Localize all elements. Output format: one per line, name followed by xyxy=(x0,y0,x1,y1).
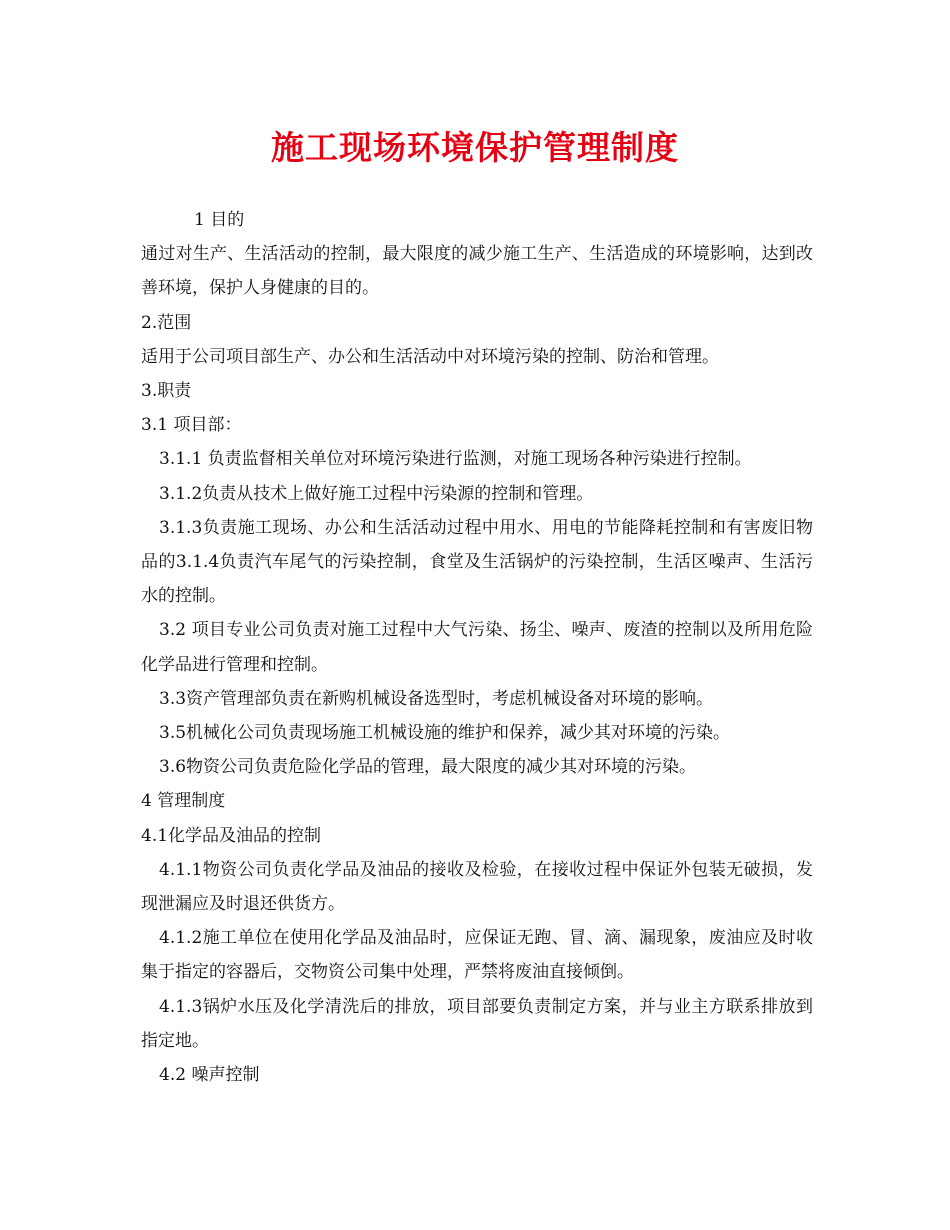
paragraph-3-2: 3.2 项目专业公司负责对施工过程中大气污染、扬尘、噪声、废渣的控制以及所用危险化学品进行管理和控制。 xyxy=(141,620,813,675)
subsection-heading-noise: 4.2 噪声控制 xyxy=(159,1065,260,1086)
paragraph-3-1-2: 3.1.2负责从技术上做好施工过程中污染源的控制和管理。 xyxy=(159,483,594,504)
document-title: 施工现场环境保护管理制度 xyxy=(271,128,679,167)
paragraph-3-5: 3.5机械化公司负责现场施工机械设施的维护和保养，减少其对环境的污染。 xyxy=(159,723,731,744)
paragraph-3-1-1: 3.1.1 负责监督相关单位对环境污染进行监测，对施工现场各种污染进行控制。 xyxy=(159,449,752,470)
paragraph-3-6: 3.6物资公司负责危险化学品的管理，最大限度的减少其对环境的污染。 xyxy=(159,757,697,778)
subsection-heading-project-dept: 3.1 项目部： xyxy=(141,415,242,436)
document-body xyxy=(141,203,813,1092)
section-heading-management: 4 管理制度 xyxy=(141,791,226,812)
paragraph-purpose: 通过对生产、生活活动的控制，最大限度的减少施工生产、生活造成的环境影响，达到改善环境，保护人身健康的目的。 xyxy=(141,244,813,299)
paragraph-3-3: 3.3资产管理部负责在新购机械设备选型时，考虑机械设备对环境的影响。 xyxy=(159,688,714,709)
paragraph-4-1-3: 4.1.3锅炉水压及化学清洗后的排放，项目部要负责制定方案，并与业主方联系排放到指定地。 xyxy=(141,996,813,1051)
subsection-heading-chemicals: 4.1化学品及油品的控制 xyxy=(141,825,322,846)
section-heading-purpose: 1 目的 xyxy=(194,210,245,230)
paragraph-3-1-3: 3.1.3负责施工现场、办公和生活活动过程中用水、用电的节能降耗控制和有害废旧物品的3.1.4负责汽车尾气的污染控制，食堂及生活锅炉的污染控制，生活区噪声、生活污水的控制。 xyxy=(141,517,813,607)
paragraph-4-1-2: 4.1.2施工单位在使用化学品及油品时，应保证无跑、冒、滴、漏现象，废油应及时收集于指定的容器后，交物资公司集中处理，严禁将废油直接倾倒。 xyxy=(141,928,813,983)
section-heading-scope: 2.范围 xyxy=(141,312,192,333)
section-heading-duties: 3.职责 xyxy=(141,381,192,402)
paragraph-scope: 适用于公司项目部生产、办公和生活活动中对环境污染的控制、防治和管理。 xyxy=(141,346,719,367)
paragraph-4-1-1: 4.1.1物资公司负责化学品及油品的接收及检验，在接收过程中保证外包装无破损，发现泄漏应及时退还供货方。 xyxy=(141,859,813,915)
